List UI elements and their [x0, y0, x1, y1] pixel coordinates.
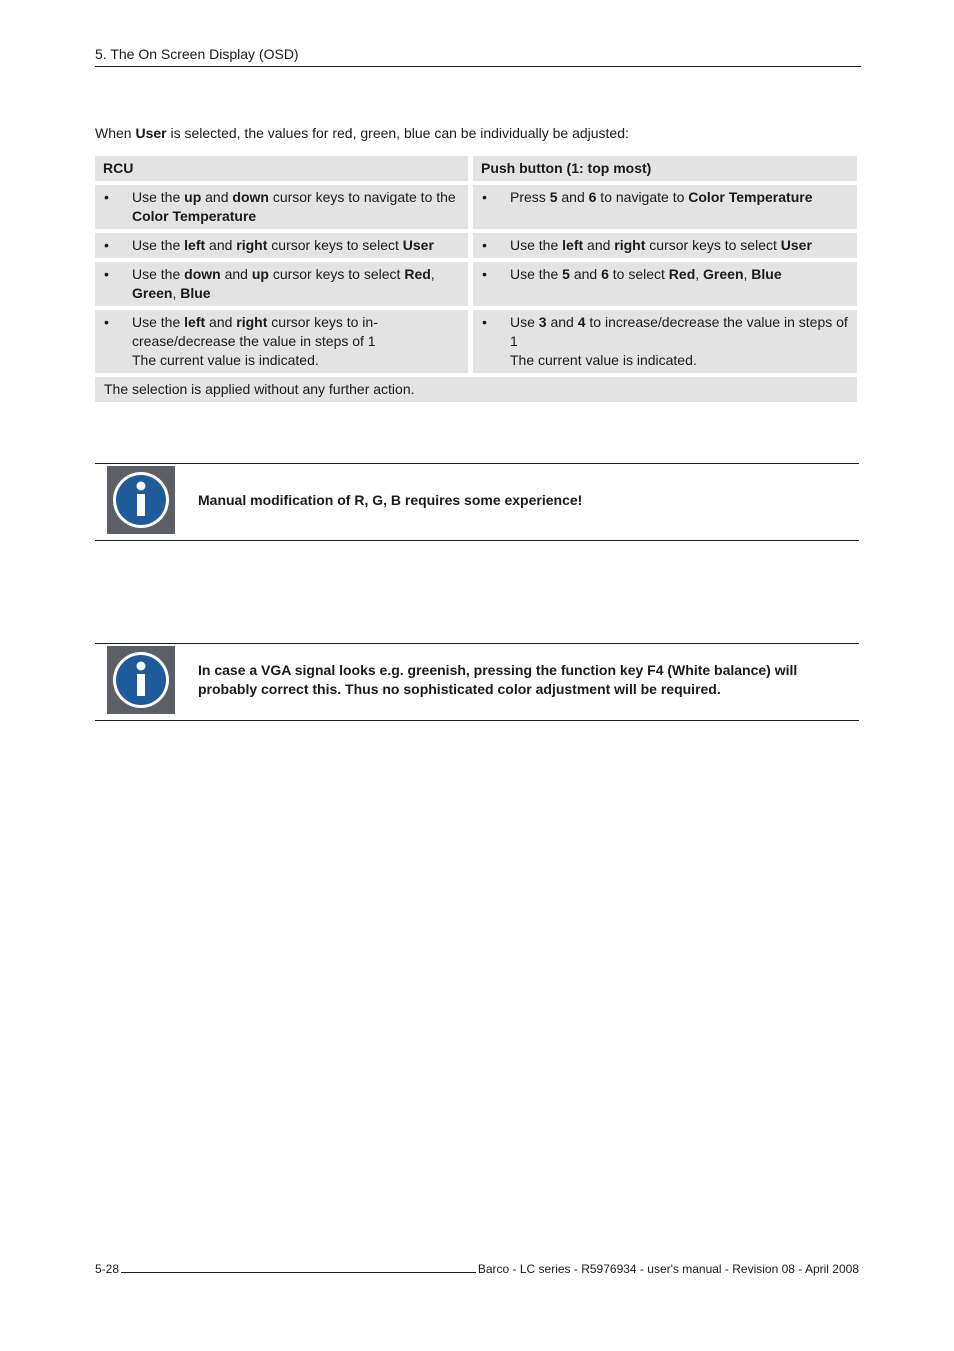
- table-row: [95, 185, 857, 229]
- push-button-step: • Press 5 and 6 to navigate to Color Temperature: [473, 185, 857, 229]
- note-text: Manual modification of R, G, B requires some experience!: [198, 492, 583, 508]
- bullet: •: [104, 189, 109, 205]
- bullet: •: [104, 266, 109, 282]
- instruction-table: [95, 156, 857, 406]
- bullet: •: [104, 237, 109, 253]
- selection-applied-text: The selection is applied without any further action.: [95, 377, 857, 402]
- header-rcu: RCU: [95, 156, 468, 181]
- push-button-step: • Use the 5 and 6 to select Red, Green, Blue: [473, 262, 857, 306]
- table-footer-row: [95, 377, 857, 402]
- bullet: •: [482, 266, 487, 282]
- intro-paragraph: When User is selected, the values for red, green, blue can be individually be adjusted:: [95, 125, 629, 141]
- rcu-step: • Use the left and right cursor keys to select User: [95, 233, 468, 258]
- rcu-step: • Use the up and down cursor keys to navigate to the Color Temperature: [95, 185, 468, 229]
- info-note: [95, 463, 859, 541]
- info-icon: [107, 646, 175, 714]
- page-number: 5-28: [95, 1262, 120, 1276]
- chapter-title: 5. The On Screen Display (OSD): [95, 46, 299, 62]
- bullet: •: [482, 237, 487, 253]
- bullet: •: [104, 314, 109, 330]
- info-icon: [107, 466, 175, 534]
- table-row: [95, 262, 857, 306]
- rcu-step: • Use the down and up cursor keys to select Red, Green, Blue: [95, 262, 468, 306]
- info-note: [95, 643, 859, 721]
- push-button-step: • Use 3 and 4 to increase/decrease the value in steps of 1 The current value is indicated.: [473, 310, 857, 373]
- document-info: Barco - LC series - R5976934 - user's manual - Revision 08 - April 2008: [477, 1262, 859, 1276]
- note-text: In case a VGA signal looks e.g. greenish, pressing the function key F4 (White balance) will probably correct this. Thus no sophisticated color adjustment will be required.: [198, 662, 798, 697]
- header-push-button: Push button (1: top most): [473, 156, 857, 181]
- bullet: •: [482, 189, 487, 205]
- footer-rule: [121, 1272, 476, 1273]
- table-row: [95, 233, 857, 258]
- table-header-row: [95, 156, 857, 181]
- rcu-step: • Use the left and right cursor keys to in-crease/decrease the value in steps of 1 The current value is indicated.: [95, 310, 468, 373]
- page-footer: [95, 1260, 859, 1278]
- running-header: [95, 45, 861, 67]
- table-row: [95, 310, 857, 373]
- push-button-step: • Use the left and right cursor keys to select User: [473, 233, 857, 258]
- bullet: •: [482, 314, 487, 330]
